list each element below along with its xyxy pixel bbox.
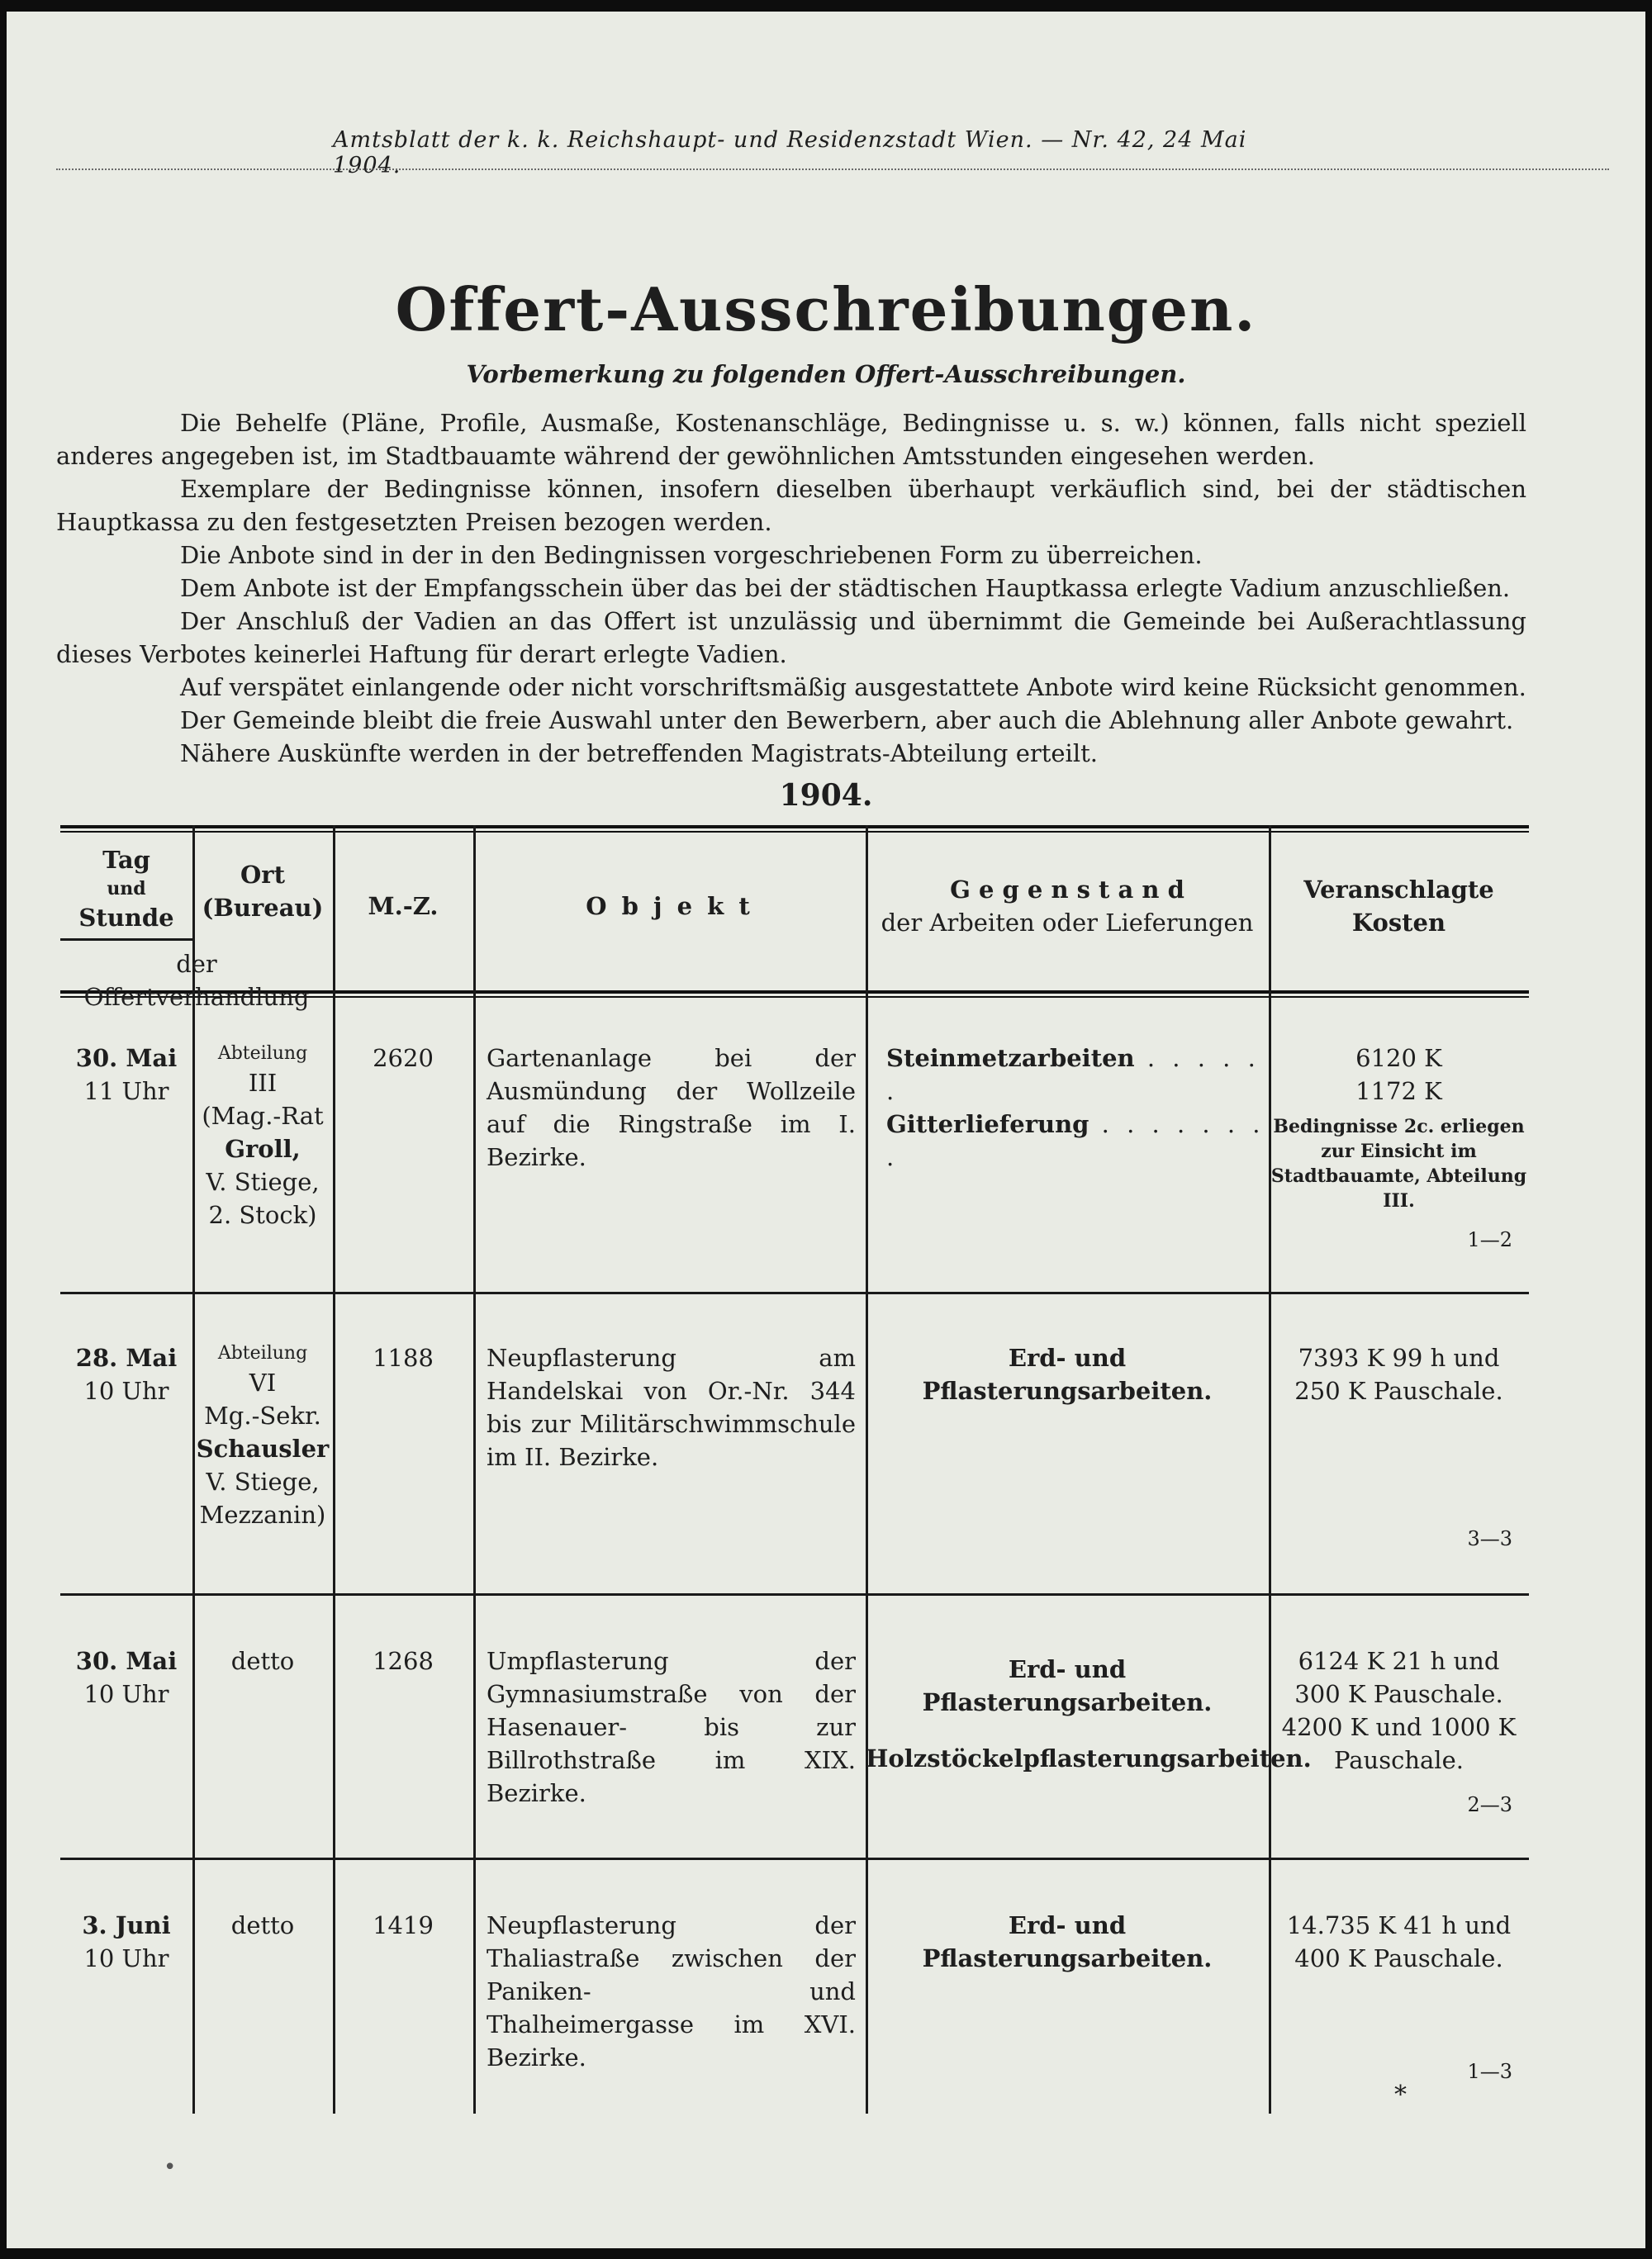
intro-paragraph: Der Anschluß der Vadien an das Offert ist unzulässig und übernimmt die Gemeinde bei Außerachtlassung dieses Verbotes keinerlei Haftung für derart erlegte Vadien. bbox=[56, 607, 1526, 668]
kosten-line: 6120 K bbox=[1355, 1044, 1442, 1072]
header-sub-rule bbox=[60, 938, 192, 941]
kosten-line: 14.735 K 41 h und bbox=[1286, 1911, 1512, 1939]
row-ort-label: Abteilung bbox=[217, 1343, 308, 1364]
kosten-line: 4200 K und 1000 K bbox=[1281, 1713, 1517, 1741]
header-tag-top: Tag bbox=[102, 846, 150, 874]
intro-paragraph: Die Behelfe (Pläne, Profile, Ausmaße, Kostenanschläge, Bedingnisse u. s. w.) können, falls nicht speziell anderes angegeben ist, im Stadtbauamte während der gewöhnlichen Amtsstunden eingesehen werden. bbox=[56, 409, 1526, 470]
intro-paragraph: Exemplare der Bedingnisse können, insofern dieselben überhaupt verkäuflich sind, bei der städtischen Hauptkassa zu den festgesetzten Preisen bezogen werden. bbox=[56, 475, 1526, 536]
row-ort-line: V. Stiege, bbox=[206, 1468, 320, 1496]
row-date: 30. Mai bbox=[75, 1044, 178, 1072]
page-subtitle: Vorbemerkung zu folgenden Offert-Ausschreibungen. bbox=[466, 360, 1186, 388]
row-kosten bbox=[1269, 1644, 1529, 1777]
table-row-date bbox=[60, 1042, 192, 1108]
header-tag-bottom: Stunde bbox=[78, 904, 174, 932]
row-objekt: Neupflasterung am Handelskai von Or.-Nr. 344 bis zur Militärschwimmschule im II. Bezirke. bbox=[487, 1344, 856, 1471]
row-kosten bbox=[1269, 1341, 1529, 1407]
row-ort-line: Mezzanin) bbox=[199, 1501, 326, 1529]
row-ort-line: (Mag.-Rat bbox=[202, 1102, 324, 1130]
row-ort-line: Mg.-Sekr. bbox=[204, 1402, 321, 1430]
row-date: 30. Mai bbox=[75, 1647, 178, 1675]
header-rule bbox=[56, 168, 1609, 175]
table-row-date bbox=[60, 1341, 192, 1407]
row-date: 28. Mai bbox=[75, 1344, 178, 1372]
row-kosten bbox=[1269, 1909, 1529, 1975]
header-mz: M.-Z. bbox=[368, 892, 439, 920]
document-page bbox=[7, 12, 1645, 2248]
kosten-note: Bedingnisse 2c. erliegen zur Einsicht im Stadtbauamte, Abteilung III. bbox=[1270, 1116, 1527, 1212]
header-objekt: O b j e k t bbox=[586, 892, 753, 920]
row-ort-line: detto bbox=[230, 1911, 295, 1939]
ink-dot: • bbox=[164, 2155, 177, 2180]
table-row-date bbox=[60, 1644, 192, 1711]
gegenstand-line: Gitterlieferung . . . . . . . . bbox=[886, 1110, 1265, 1171]
gegenstand-text: Gitterlieferung bbox=[886, 1110, 1089, 1138]
intro-paragraph: Der Gemeinde bleibt die freie Auswahl unter den Bewerbern, aber auch die Ablehnung aller Anbote gewahrt. bbox=[180, 706, 1514, 734]
row-ort-line: detto bbox=[230, 1647, 295, 1675]
page-title: Offert-Ausschreibungen. bbox=[395, 274, 1257, 344]
kosten-line: 7393 K 99 h und bbox=[1298, 1344, 1500, 1372]
intro-paragraph: Auf verspätet einlangende oder nicht vorschriftsmäßig ausgestattete Anbote wird keine Rücksicht genommen. bbox=[180, 673, 1526, 701]
row-ref: 2—3 bbox=[1467, 1793, 1512, 1816]
gegenstand-text: Erd- und Pflasterungsarbeiten. bbox=[922, 1911, 1213, 1972]
header-kosten bbox=[1269, 873, 1529, 939]
row-time: 10 Uhr bbox=[83, 1944, 169, 1972]
row-divider bbox=[60, 1292, 1529, 1294]
intro-paragraph: Die Anbote sind in der in den Bedingnissen vorgeschriebenen Form zu überreichen. bbox=[180, 541, 1203, 569]
row-ref: 1—2 bbox=[1467, 1228, 1512, 1251]
header-tag bbox=[60, 843, 192, 934]
table-row-ort bbox=[192, 1909, 333, 1942]
row-ref: 3—3 bbox=[1467, 1527, 1512, 1550]
row-divider bbox=[60, 1858, 1529, 1860]
kosten-line: 1172 K bbox=[1355, 1077, 1442, 1105]
row-gegenstand bbox=[866, 1653, 1312, 1775]
row-time: 10 Uhr bbox=[83, 1680, 169, 1708]
row-kosten bbox=[1269, 1042, 1529, 1213]
kosten-line: 250 K Pauschale. bbox=[1294, 1377, 1503, 1405]
row-objekt: Gartenanlage bei der Ausmündung der Wollzeile auf die Ringstraße im I. Bezirke. bbox=[487, 1044, 856, 1171]
row-time: 10 Uhr bbox=[83, 1377, 169, 1405]
header-gegenstand-bottom: der Arbeiten oder Lieferungen bbox=[881, 909, 1254, 937]
gegenstand-text: Holzstöckelpflasterungsarbeiten. bbox=[866, 1744, 1312, 1773]
kosten-line: 400 K Pauschale. bbox=[1294, 1944, 1503, 1972]
header-offertverhandlung: der Offertverhandlung bbox=[83, 950, 310, 1011]
intro-text bbox=[56, 406, 1526, 770]
table-row-ort bbox=[192, 1341, 333, 1531]
row-gegenstand bbox=[886, 1042, 1266, 1174]
gegenstand-text: Steinmetzarbeiten bbox=[886, 1044, 1135, 1072]
gegenstand-line: Steinmetzarbeiten . . . . . . bbox=[886, 1044, 1260, 1105]
asterisk-mark: * bbox=[1394, 2081, 1407, 2110]
row-time: 11 Uhr bbox=[83, 1077, 169, 1105]
header-ort-top: Ort bbox=[240, 861, 285, 889]
row-ort-line: VI bbox=[249, 1369, 277, 1397]
gegenstand-text: Erd- und Pflasterungsarbeiten. bbox=[922, 1655, 1213, 1716]
header-gegenstand bbox=[866, 873, 1269, 939]
header-ort-bottom: (Bureau) bbox=[202, 894, 324, 922]
header-kosten-top: Veranschlagte bbox=[1303, 876, 1494, 904]
row-mz: 1268 bbox=[373, 1647, 434, 1675]
gegenstand-text: Erd- und Pflasterungsarbeiten. bbox=[922, 1344, 1213, 1405]
row-gegenstand bbox=[866, 1909, 1269, 1975]
row-ort-label: Abteilung bbox=[217, 1043, 308, 1064]
table-row-ort bbox=[192, 1042, 333, 1232]
row-ort-line: III bbox=[248, 1069, 278, 1097]
row-divider bbox=[60, 1593, 1529, 1596]
row-ref: 1—3 bbox=[1467, 2060, 1512, 2083]
row-ort-line: 2. Stock) bbox=[208, 1201, 317, 1229]
row-mz: 1188 bbox=[373, 1344, 434, 1372]
row-ort-line: V. Stiege, bbox=[206, 1168, 320, 1196]
intro-paragraph: Dem Anbote ist der Empfangsschein über das bei der städtischen Hauptkassa erlegte Vadium anzuschließen. bbox=[180, 574, 1511, 602]
year-heading: 1904. bbox=[779, 778, 873, 813]
kosten-line: Pauschale. bbox=[1334, 1746, 1464, 1774]
row-ort-line: Schausler bbox=[196, 1435, 330, 1463]
row-ort-line: Groll, bbox=[225, 1135, 301, 1163]
running-head: Amtsblatt der k. k. Reichshaupt- und Residenzstadt Wien. — Nr. 42, 24 Mai 1904. bbox=[333, 127, 1247, 178]
table-row-date bbox=[60, 1909, 192, 1975]
table-top-rule bbox=[60, 825, 1529, 833]
kosten-line: 300 K Pauschale. bbox=[1294, 1680, 1503, 1708]
row-gegenstand bbox=[866, 1341, 1269, 1407]
header-ort bbox=[192, 858, 333, 924]
header-tag-und: und bbox=[107, 878, 146, 899]
row-objekt: Umpflasterung der Gymnasiumstraße von der Hasenauer- bis zur Billrothstraße im XIX. Bezirke. bbox=[487, 1647, 856, 1807]
intro-paragraph: Nähere Auskünfte werden in der betreffenden Magistrats-Abteilung erteilt. bbox=[180, 739, 1098, 767]
header-gegenstand-top: G e g e n s t a n d bbox=[950, 876, 1184, 904]
row-mz: 2620 bbox=[373, 1044, 434, 1072]
table-row-ort bbox=[192, 1644, 333, 1678]
kosten-line: 6124 K 21 h und bbox=[1298, 1647, 1500, 1675]
header-kosten-bottom: Kosten bbox=[1351, 909, 1446, 937]
row-date: 3. Juni bbox=[82, 1911, 171, 1939]
row-objekt: Neupflasterung der Thaliastraße zwischen der Paniken- und Thalheimergasse im XVI. Bezirke. bbox=[487, 1911, 856, 2072]
row-mz: 1419 bbox=[373, 1911, 434, 1939]
